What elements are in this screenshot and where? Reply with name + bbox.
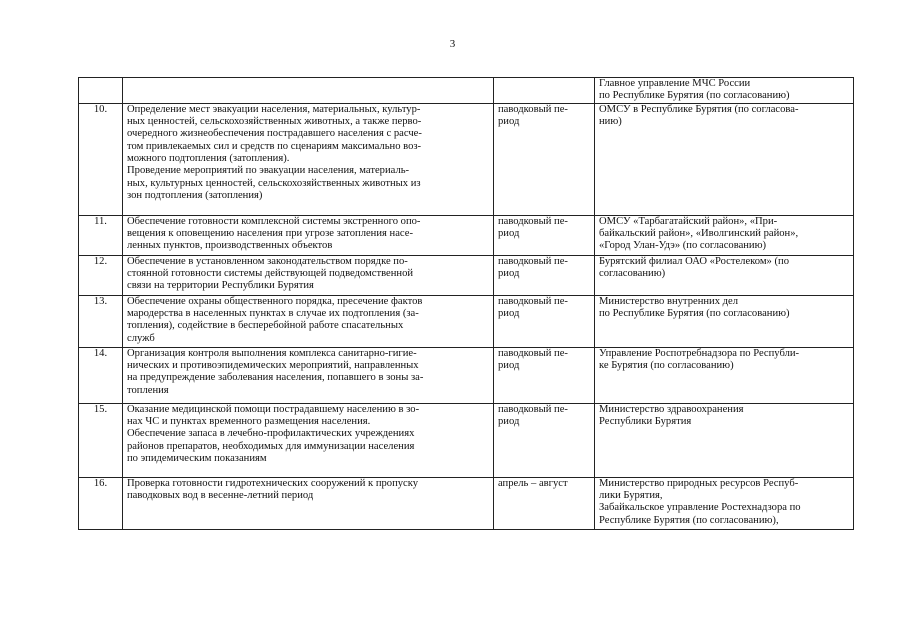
task-text-line: ленных пунктов, производственных объектов bbox=[127, 240, 333, 252]
table-row bbox=[79, 215, 854, 255]
term-text-line: паводковый пе- bbox=[498, 295, 568, 307]
term-text-line: паводковый пе- bbox=[498, 215, 568, 227]
term-text-line: паводковый пе- bbox=[498, 103, 568, 115]
row-number: 11. bbox=[79, 215, 123, 255]
task-text-line: Обеспечение в установленном законодательством порядке по- bbox=[127, 255, 408, 267]
task-text-line: на предупреждение заболевания населения, попавшего в зоны за- bbox=[127, 372, 424, 384]
term-text-line: апрель – август bbox=[498, 477, 568, 489]
responsible-text-line: нию) bbox=[599, 116, 622, 128]
responsible-text-line: согласованию) bbox=[599, 268, 666, 280]
term-text-line: паводковый пе- bbox=[498, 255, 568, 267]
task-text-line: районов препаратов, необходимых для иммунизации населения bbox=[127, 440, 415, 452]
responsible-text-cell bbox=[595, 295, 854, 347]
task-text-cell bbox=[123, 403, 494, 477]
measures-table bbox=[78, 77, 854, 530]
table-row bbox=[79, 295, 854, 347]
row-number bbox=[79, 78, 123, 104]
term-text-cell bbox=[494, 215, 595, 255]
task-text-line: Обеспечение готовности комплексной системы экстренного опо- bbox=[127, 215, 421, 227]
responsible-text-line: Забайкальское управление Ростехнадзора по bbox=[599, 502, 801, 514]
responsible-text-line: ке Бурятия (по согласованию) bbox=[599, 360, 734, 372]
responsible-text-line: «Город Улан-Удэ» (по согласованию) bbox=[599, 240, 767, 252]
task-text-cell bbox=[123, 295, 494, 347]
task-text-line: Обеспечение охраны общественного порядка, пресечение фактов bbox=[127, 295, 423, 307]
task-text-cell bbox=[123, 477, 494, 529]
responsible-text-line: Главное управление МЧС России bbox=[599, 78, 751, 89]
responsible-text-line: ОМСУ «Тарбагатайский район», «При- bbox=[599, 215, 778, 227]
task-text-line: Обеспечение запаса в лечебно-профилактических учреждениях bbox=[127, 428, 415, 440]
task-text-line: по эпидемическим показаниям bbox=[127, 453, 267, 465]
term-text-cell bbox=[494, 403, 595, 477]
responsible-text-cell bbox=[595, 403, 854, 477]
responsible-text-cell bbox=[595, 215, 854, 255]
task-text-cell bbox=[123, 255, 494, 295]
term-text-cell bbox=[494, 477, 595, 529]
task-text-line: том привлекаемых сил и средств по сценариям максимально воз- bbox=[127, 140, 422, 152]
table-row bbox=[79, 103, 854, 215]
row-number: 15. bbox=[79, 403, 123, 477]
row-number: 13. bbox=[79, 295, 123, 347]
table-row bbox=[79, 78, 854, 104]
task-text-cell bbox=[123, 78, 494, 104]
task-text-line: ных, культурных ценностей, сельскохозяйственных животных из bbox=[127, 177, 421, 189]
responsible-text-line: Бурятский филиал ОАО «Ростелеком» (по bbox=[599, 255, 789, 267]
responsible-text-line: Республики Бурятия bbox=[599, 416, 692, 428]
task-text-cell bbox=[123, 103, 494, 215]
term-text-line: риод bbox=[498, 360, 520, 372]
responsible-text-line: Управление Роспотребнадзора по Республи- bbox=[599, 347, 800, 359]
row-number: 12. bbox=[79, 255, 123, 295]
responsible-text-cell bbox=[595, 103, 854, 215]
term-text-line: риод bbox=[498, 228, 520, 240]
task-text-line: служб bbox=[127, 332, 155, 344]
task-text-line: Определение мест эвакуации населения, материальных, культур- bbox=[127, 103, 421, 115]
responsible-text-line: по Республике Бурятия (по согласованию) bbox=[599, 90, 790, 102]
term-text-cell bbox=[494, 255, 595, 295]
term-text-line: риод bbox=[498, 268, 520, 280]
term-text-line: риод bbox=[498, 116, 520, 128]
task-text-line: ных ценностей, сельскохозяйственных животных, а также перво- bbox=[127, 116, 422, 128]
term-text-line: риод bbox=[498, 308, 520, 320]
task-text-line: очередного жизнеобеспечения пострадавшего населения с расче- bbox=[127, 128, 422, 140]
task-text-line: паводковых вод в весенне-летний период bbox=[127, 490, 314, 502]
task-text-line: стоянной готовности системы действующей подведомственной bbox=[127, 268, 414, 280]
task-text-line: Проведение мероприятий по эвакуации населения, материаль- bbox=[127, 165, 410, 177]
task-text-line: можного подтопления (затопления). bbox=[127, 153, 290, 165]
responsible-text-line: ОМСУ в Республике Бурятия (по согласова- bbox=[599, 103, 799, 115]
term-text-cell bbox=[494, 347, 595, 403]
task-text-line: нических и противоэпидемических мероприятий, направленных bbox=[127, 360, 419, 372]
responsible-text-line: лики Бурятия, bbox=[599, 490, 663, 502]
responsible-text-line: Министерство внутренних дел bbox=[599, 295, 739, 307]
row-number: 14. bbox=[79, 347, 123, 403]
responsible-text-line: Министерство здравоохранения bbox=[599, 403, 744, 415]
table-row bbox=[79, 403, 854, 477]
responsible-text-cell bbox=[595, 255, 854, 295]
task-text-cell bbox=[123, 347, 494, 403]
task-text-line: Проверка готовности гидротехнических сооружений к пропуску bbox=[127, 477, 419, 489]
row-number: 10. bbox=[79, 103, 123, 215]
task-text-line: Оказание медицинской помощи пострадавшему населению в зо- bbox=[127, 403, 420, 415]
term-text-cell bbox=[494, 78, 595, 104]
task-text-line: топления), содействие в бесперебойной работе спасательных bbox=[127, 320, 404, 332]
task-text-line: связи на территории Республики Бурятия bbox=[127, 280, 314, 292]
responsible-text-line: байкальский район», «Иволгинский район», bbox=[599, 228, 799, 240]
measures-table-body bbox=[79, 78, 854, 530]
responsible-text-cell bbox=[595, 78, 854, 104]
term-text-cell bbox=[494, 295, 595, 347]
task-text-line: мародерства в населенных пунктах в случае их подтопления (за- bbox=[127, 308, 419, 320]
responsible-text-cell bbox=[595, 477, 854, 529]
task-text-line: Организация контроля выполнения комплекса санитарно-гигие- bbox=[127, 347, 417, 359]
task-text-line: вещения к оповещению населения при угрозе затопления насе- bbox=[127, 228, 413, 240]
term-text-line: паводковый пе- bbox=[498, 403, 568, 415]
task-text-line: нах ЧС и пунктах временного размещения населения. bbox=[127, 416, 371, 428]
task-text-line: зон подтопления (затопления) bbox=[127, 190, 263, 202]
term-text-line: паводковый пе- bbox=[498, 347, 568, 359]
table-row bbox=[79, 255, 854, 295]
responsible-text-cell bbox=[595, 347, 854, 403]
term-text-line: риод bbox=[498, 416, 520, 428]
table-row bbox=[79, 347, 854, 403]
task-text-line: топления bbox=[127, 384, 169, 396]
responsible-text-line: по Республике Бурятия (по согласованию) bbox=[599, 308, 790, 320]
responsible-text-line: Республике Бурятия (по согласованию), bbox=[599, 514, 779, 526]
page-number: 3 bbox=[449, 38, 456, 50]
term-text-cell bbox=[494, 103, 595, 215]
row-number: 16. bbox=[79, 477, 123, 529]
table-row bbox=[79, 477, 854, 529]
task-text-cell bbox=[123, 215, 494, 255]
responsible-text-line: Министерство природных ресурсов Респуб- bbox=[599, 477, 799, 489]
